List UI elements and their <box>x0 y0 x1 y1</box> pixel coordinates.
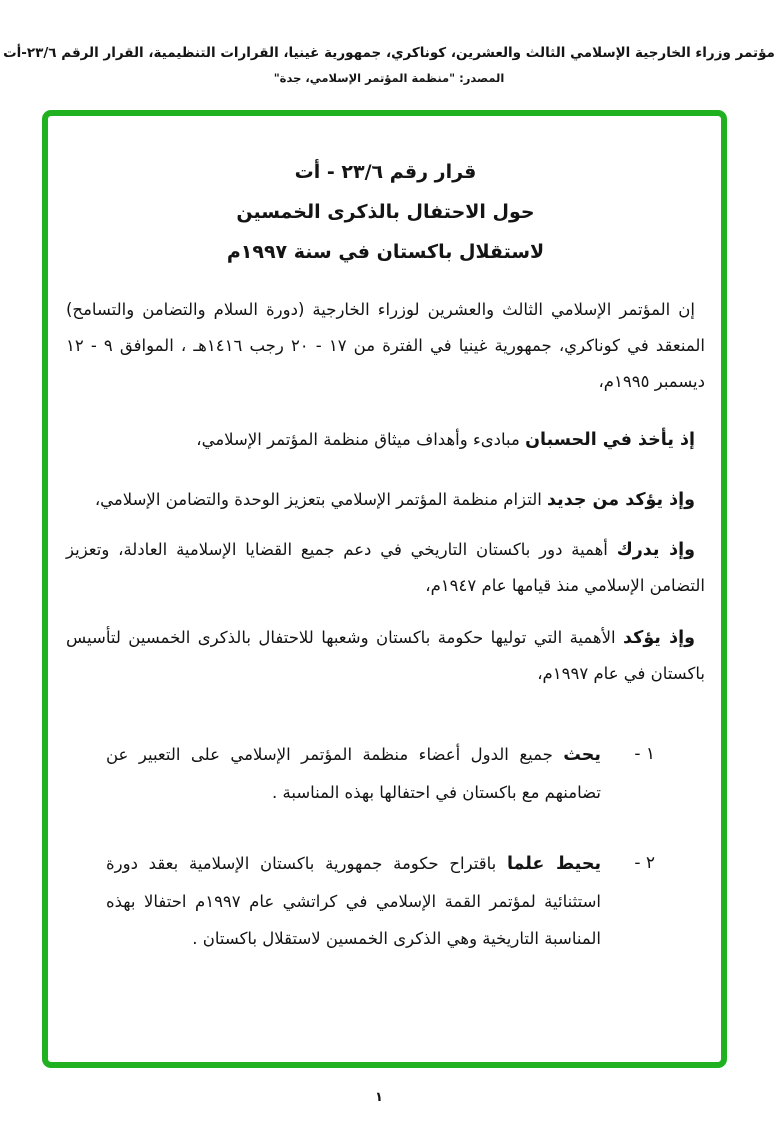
title-resolution-number: قرار رقم ٢٣/٦ - أت <box>294 161 477 183</box>
item-body-text: باقتراح حكومة جمهورية باكستان الإسلامية بعقد دورة استثنائية لمؤتمر القمة الإسلامي في كراتشي عام ١٩٩٧م احتفالا بهذه المناسبة التاريخية وهي الذكرى الخمسين لاستقلال باكستان . <box>106 854 601 948</box>
resolution-body <box>48 116 721 957</box>
operative-items-list <box>66 736 705 957</box>
paragraph-text: أهمية دور باكستان التاريخي في دعم جميع القضايا الإسلامية العادلة، وتعزيز التضامن الإسلامي منذ قيامها عام ١٩٤٧م، <box>66 540 705 595</box>
paragraph-text: التزام منظمة المؤتمر الإسلامي بتعزيز الوحدة والتضامن الإسلامي، <box>94 490 548 509</box>
item-body-text: جميع الدول أعضاء منظمة المؤتمر الإسلامي على التعبير عن تضامنهم مع باكستان في احتفالها بهذه المناسبة . <box>106 745 601 802</box>
item-lead: يحث <box>563 745 601 765</box>
preamble-paragraph-emphasizing <box>66 620 705 692</box>
paragraph-text: إن المؤتمر الإسلامي الثالث والعشرين لوزراء الخارجية (دورة السلام والتضامن والتسامح) المنعقد في كوناكري، جمهورية غينيا في الفترة من ١٧ - ٢٠ رجب ١٤١٦هـ ، الموافق ٩ - ١٢ ديسمبر ١٩٩٥م، <box>66 300 705 391</box>
item-paragraph <box>106 736 601 811</box>
preamble-paragraph-taking-into-account <box>66 422 705 458</box>
resolution-title <box>66 152 705 272</box>
paragraph-lead: وإذ يؤكد <box>623 628 695 648</box>
preamble-paragraph-recognizing <box>66 532 705 604</box>
paragraph-text: مبادىء وأهداف ميثاق منظمة المؤتمر الإسلامي، <box>196 430 526 449</box>
page-number: ١ <box>375 1090 383 1105</box>
list-item-2 <box>106 845 655 957</box>
paragraph-text: الأهمية التي توليها حكومة باكستان وشعبها للاحتفال بالذكرى الخمسين لتأسيس باكستان في عام ١٩٩٧م، <box>66 628 705 683</box>
item-number: ٢ - <box>634 853 655 873</box>
item-paragraph <box>106 845 601 957</box>
preamble-paragraph-reaffirming <box>66 482 705 518</box>
document-header <box>0 40 778 90</box>
highlight-border-box <box>42 110 727 1068</box>
header-source-citation: المصدر: "منظمة المؤتمر الإسلامي، جدة" <box>273 71 505 85</box>
header-resolution-reference: مؤتمر وزراء الخارجية الإسلامي الثالث والعشرين، كوناكري، جمهورية غينيا، القرارات التنظيمية، القرار الرقم ٢٣/٦-أت <box>3 45 775 61</box>
paragraph-lead: إذ يأخذ في الحسبان <box>525 430 695 450</box>
title-subject-line-2: لاستقلال باكستان في سنة ١٩٩٧م <box>226 241 545 263</box>
paragraph-lead: وإذ يؤكد من جديد <box>547 490 695 510</box>
item-number: ١ - <box>634 744 655 764</box>
preamble-paragraph-session <box>66 292 705 400</box>
list-item-1 <box>106 736 655 811</box>
paragraph-lead: وإذ يدرك <box>616 540 695 560</box>
title-subject-line: حول الاحتفال بالذكرى الخمسين <box>236 201 535 223</box>
item-lead: يحيط علما <box>506 854 602 874</box>
